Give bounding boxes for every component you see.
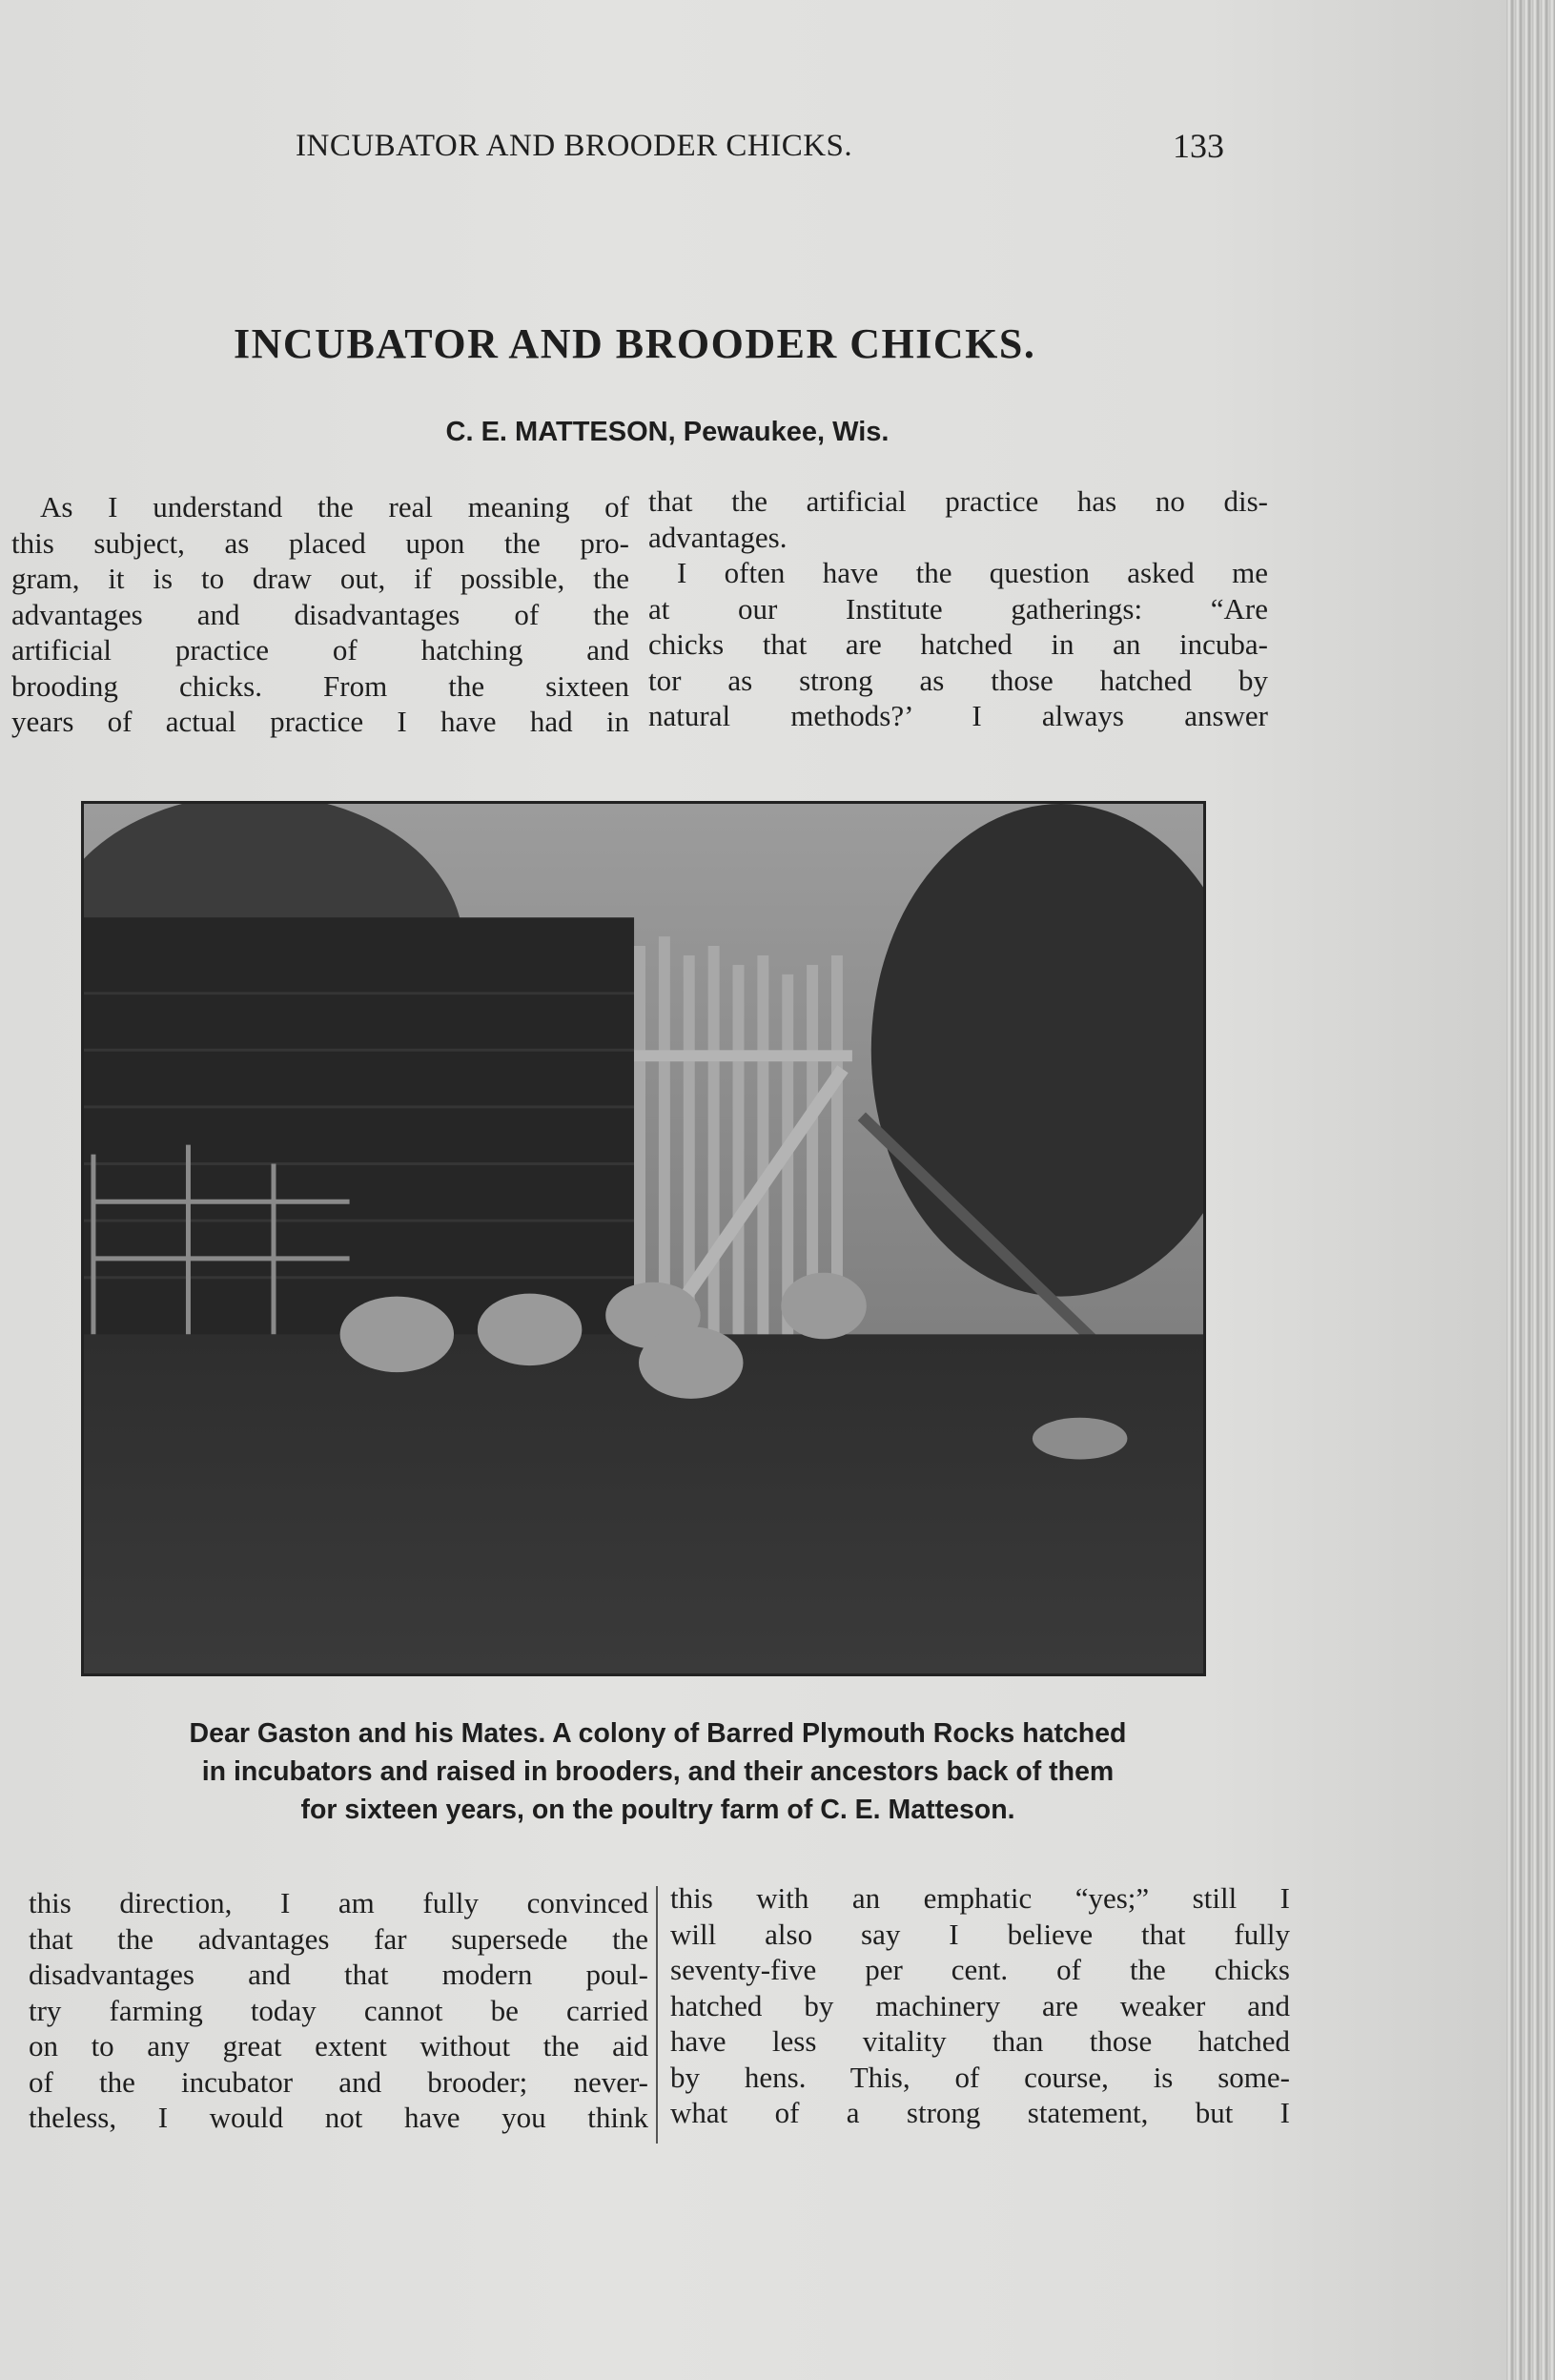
column-top-left <box>11 489 629 740</box>
text-line: have less vitality than those hatched <box>670 2024 1290 2058</box>
text-line: seventy-five per cent. of the chicks <box>670 1953 1290 1986</box>
farm-photograph <box>81 801 1206 1676</box>
text-line: will also say I believe that fully <box>670 1917 1290 1951</box>
text-line: years of actual practice I have had in <box>11 705 629 738</box>
text-line: try farming today cannot be carried <box>29 1993 648 2027</box>
column-bottom-left <box>29 1885 648 2136</box>
text-line: that the artificial practice has no dis- <box>648 484 1268 518</box>
text-line: As I understand the real meaning of <box>40 490 629 523</box>
text-line: natural methods?’ I always answer <box>648 699 1268 732</box>
text-line: theless, I would not have you think <box>29 2101 648 2134</box>
text-line: by hens. This, of course, is some- <box>670 2060 1290 2094</box>
text-line: this with an emphatic “yes;” still I <box>670 1881 1290 1915</box>
text-line: artificial practice of hatching and <box>11 633 629 667</box>
text-line: on to any great extent without the aid <box>29 2029 648 2062</box>
text-line: I often have the question asked me <box>677 556 1268 589</box>
caption-line: in incubators and raised in brooders, and their ancestors back of them <box>201 1756 1115 1787</box>
text-line: advantages and disadvantages of the <box>11 597 629 631</box>
caption-line: for sixteen years, on the poultry farm of C. E. Matteson. <box>300 1795 1015 1825</box>
photo-caption <box>19 1714 1297 1829</box>
author-line: C. E. MATTESON, Pewaukee, Wis. <box>445 417 890 447</box>
column-top-right <box>648 483 1268 734</box>
article-title: INCUBATOR AND BROODER CHICKS. <box>234 320 1036 367</box>
text-line: this subject, as placed upon the pro- <box>11 525 629 560</box>
text-line: tor as strong as those hatched by <box>648 663 1268 697</box>
text-line: gram, it is to draw out, if possible, the <box>11 562 629 595</box>
text-line: of the incubator and brooder; never- <box>29 2064 648 2099</box>
caption-line: Dear Gaston and his Mates. A colony of Barred Plymouth Rocks hatched <box>189 1718 1127 1749</box>
text-line: at our Institute gatherings: “Are <box>648 591 1268 626</box>
text-line: brooding chicks. From the sixteen <box>11 668 629 703</box>
text-line: chicks that are hatched in an incuba- <box>648 627 1268 661</box>
text-line: what of a strong statement, but I <box>670 2096 1290 2129</box>
column-rule <box>656 1886 658 2144</box>
photo-illustration <box>84 804 1203 1673</box>
text-line: this direction, I am fully convinced <box>29 1886 648 1919</box>
text-line: hatched by machinery are weaker and <box>670 1988 1290 2022</box>
running-head: INCUBATOR AND BROODER CHICKS. <box>296 129 853 163</box>
column-bottom-right <box>670 1880 1290 2131</box>
text-line: that the advantages far supersede the <box>29 1921 648 1956</box>
text-line: disadvantages and that modern poul- <box>29 1958 648 1991</box>
text-line: advantages. <box>648 520 788 554</box>
page-number: 133 <box>1173 127 1224 165</box>
page-edge <box>1506 0 1555 2380</box>
